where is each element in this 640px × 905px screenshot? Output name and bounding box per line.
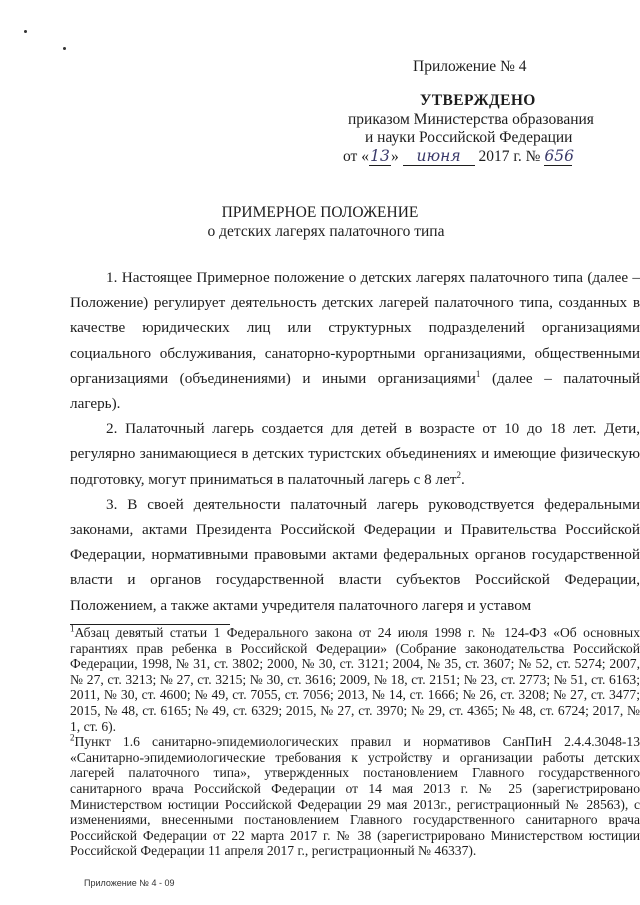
scan-speck: [24, 30, 27, 33]
footnotes: [70, 625, 640, 859]
handwritten-order-number: 656: [544, 147, 574, 165]
date-mid: »: [390, 148, 399, 165]
paragraph-1: 1. Настоящее Примерное положение о детских лагерях палаточного типа (далее – Положение) регулирует деятельность детских лагерей палаточного типа, созданных в качестве юридических лиц или структурных подразделений организациями социального обслуживания, санаторно-курортными организациями, общественными организациями (объединениями) и иными организациями$^1$ (далее – палаточный лагерь).: [70, 269, 640, 413]
scan-speck: [63, 47, 66, 50]
document-title: ПРИМЕРНОЕ ПОЛОЖЕНИЕ: [221, 204, 419, 221]
order-line-2: и науки Российской Федерации: [365, 129, 573, 146]
footnote-1: $^1$Абзац девятый статьи 1 Федерального закона от 24 июля 1998 г. № 124-ФЗ «Об основных гарантиях прав ребенка в Российской Федерации» (Собрание законодательства Российской Федерации, 1998, № 31, ст. 3802; 2000, № 30, ст. 3121; 2004, № 35, ст. 3607; № 52, ст. 5274; 2007, № 27, ст. 3213; № 27, ст. 3215; № 30, ст. 3616; 2009, № 18, ст. 2151; № 23, ст. 2773; № 51, ст. 6163; 2011, № 30, ст. 4600; № 49, ст. 7055, ст. 7056; 2013, № 14, ст. 1666; № 26, ст. 3208; № 27, ст. 3477; 2015, № 48, ст. 6165; № 49, ст. 6329; 2015, № 27, ст. 3970; № 29, ст. 4365; № 48, ст. 6724; 2017, № 1, ст. 6).: [70, 623, 640, 734]
order-date-line: [343, 147, 572, 166]
document-body: [70, 265, 640, 618]
paragraph-3: 3. В своей деятельности палаточный лагерь руководствуется федеральными законами, актами Президента Российской Федерации и Правительства Российской Федерации, нормативными правовыми актами федеральных органов государственной власти и органов государственной власти субъектов Российской Федерации, Положением, а также актами учредителя палаточного лагеря и уставом: [70, 495, 640, 614]
handwritten-day: 13: [370, 147, 390, 165]
footnote-ref-1: 1: [475, 368, 481, 379]
footnote-2: $^2$Пункт 1.6 санитарно-эпидемиологических правил и нормативов СанПиН 2.4.4.3048-13 «Санитарно-эпидемиологические требования к устройству и организации работы детских лагерей палаточного типа», утвержденных постановлением Главного государственного санитарного врача Российской Федерации от 14 мая 2013 г. № 25 (зарегистрировано Министерством юстиции Российской Федерации 29 мая 2013г., регистрационный № 28563), с изменениями, внесенными постановлением Главного государственного санитарного врача Российской Федерации от 22 марта 2017 г. № 38 (зарегистрировано Министерством юстиции Российской Федерации 11 апреля 2017 г., регистрационный № 46337).: [70, 732, 640, 859]
document-subtitle: о детских лагерях палаточного типа: [207, 223, 445, 240]
order-line-1: приказом Министерства образования: [348, 111, 594, 128]
appendix-number: Приложение № 4: [413, 58, 527, 75]
approved-stamp-text: УТВЕРЖДЕНО: [420, 92, 536, 109]
paragraph-2: 2. Палаточный лагерь создается для детей в возрасте от 10 до 18 лет. Дети, регулярно занимающиеся в детских туристских объединениях и имеющие физическую подготовку, могут приниматься в палаточный лагерь с 8 лет$^2$.: [70, 420, 640, 488]
handwritten-month: июня: [403, 147, 475, 166]
footnote-ref-2: 2: [456, 469, 462, 480]
page-footer: Приложение № 4 - 09: [84, 878, 175, 888]
date-year: 2017 г. №: [478, 148, 541, 165]
date-prefix: от «: [343, 148, 369, 165]
